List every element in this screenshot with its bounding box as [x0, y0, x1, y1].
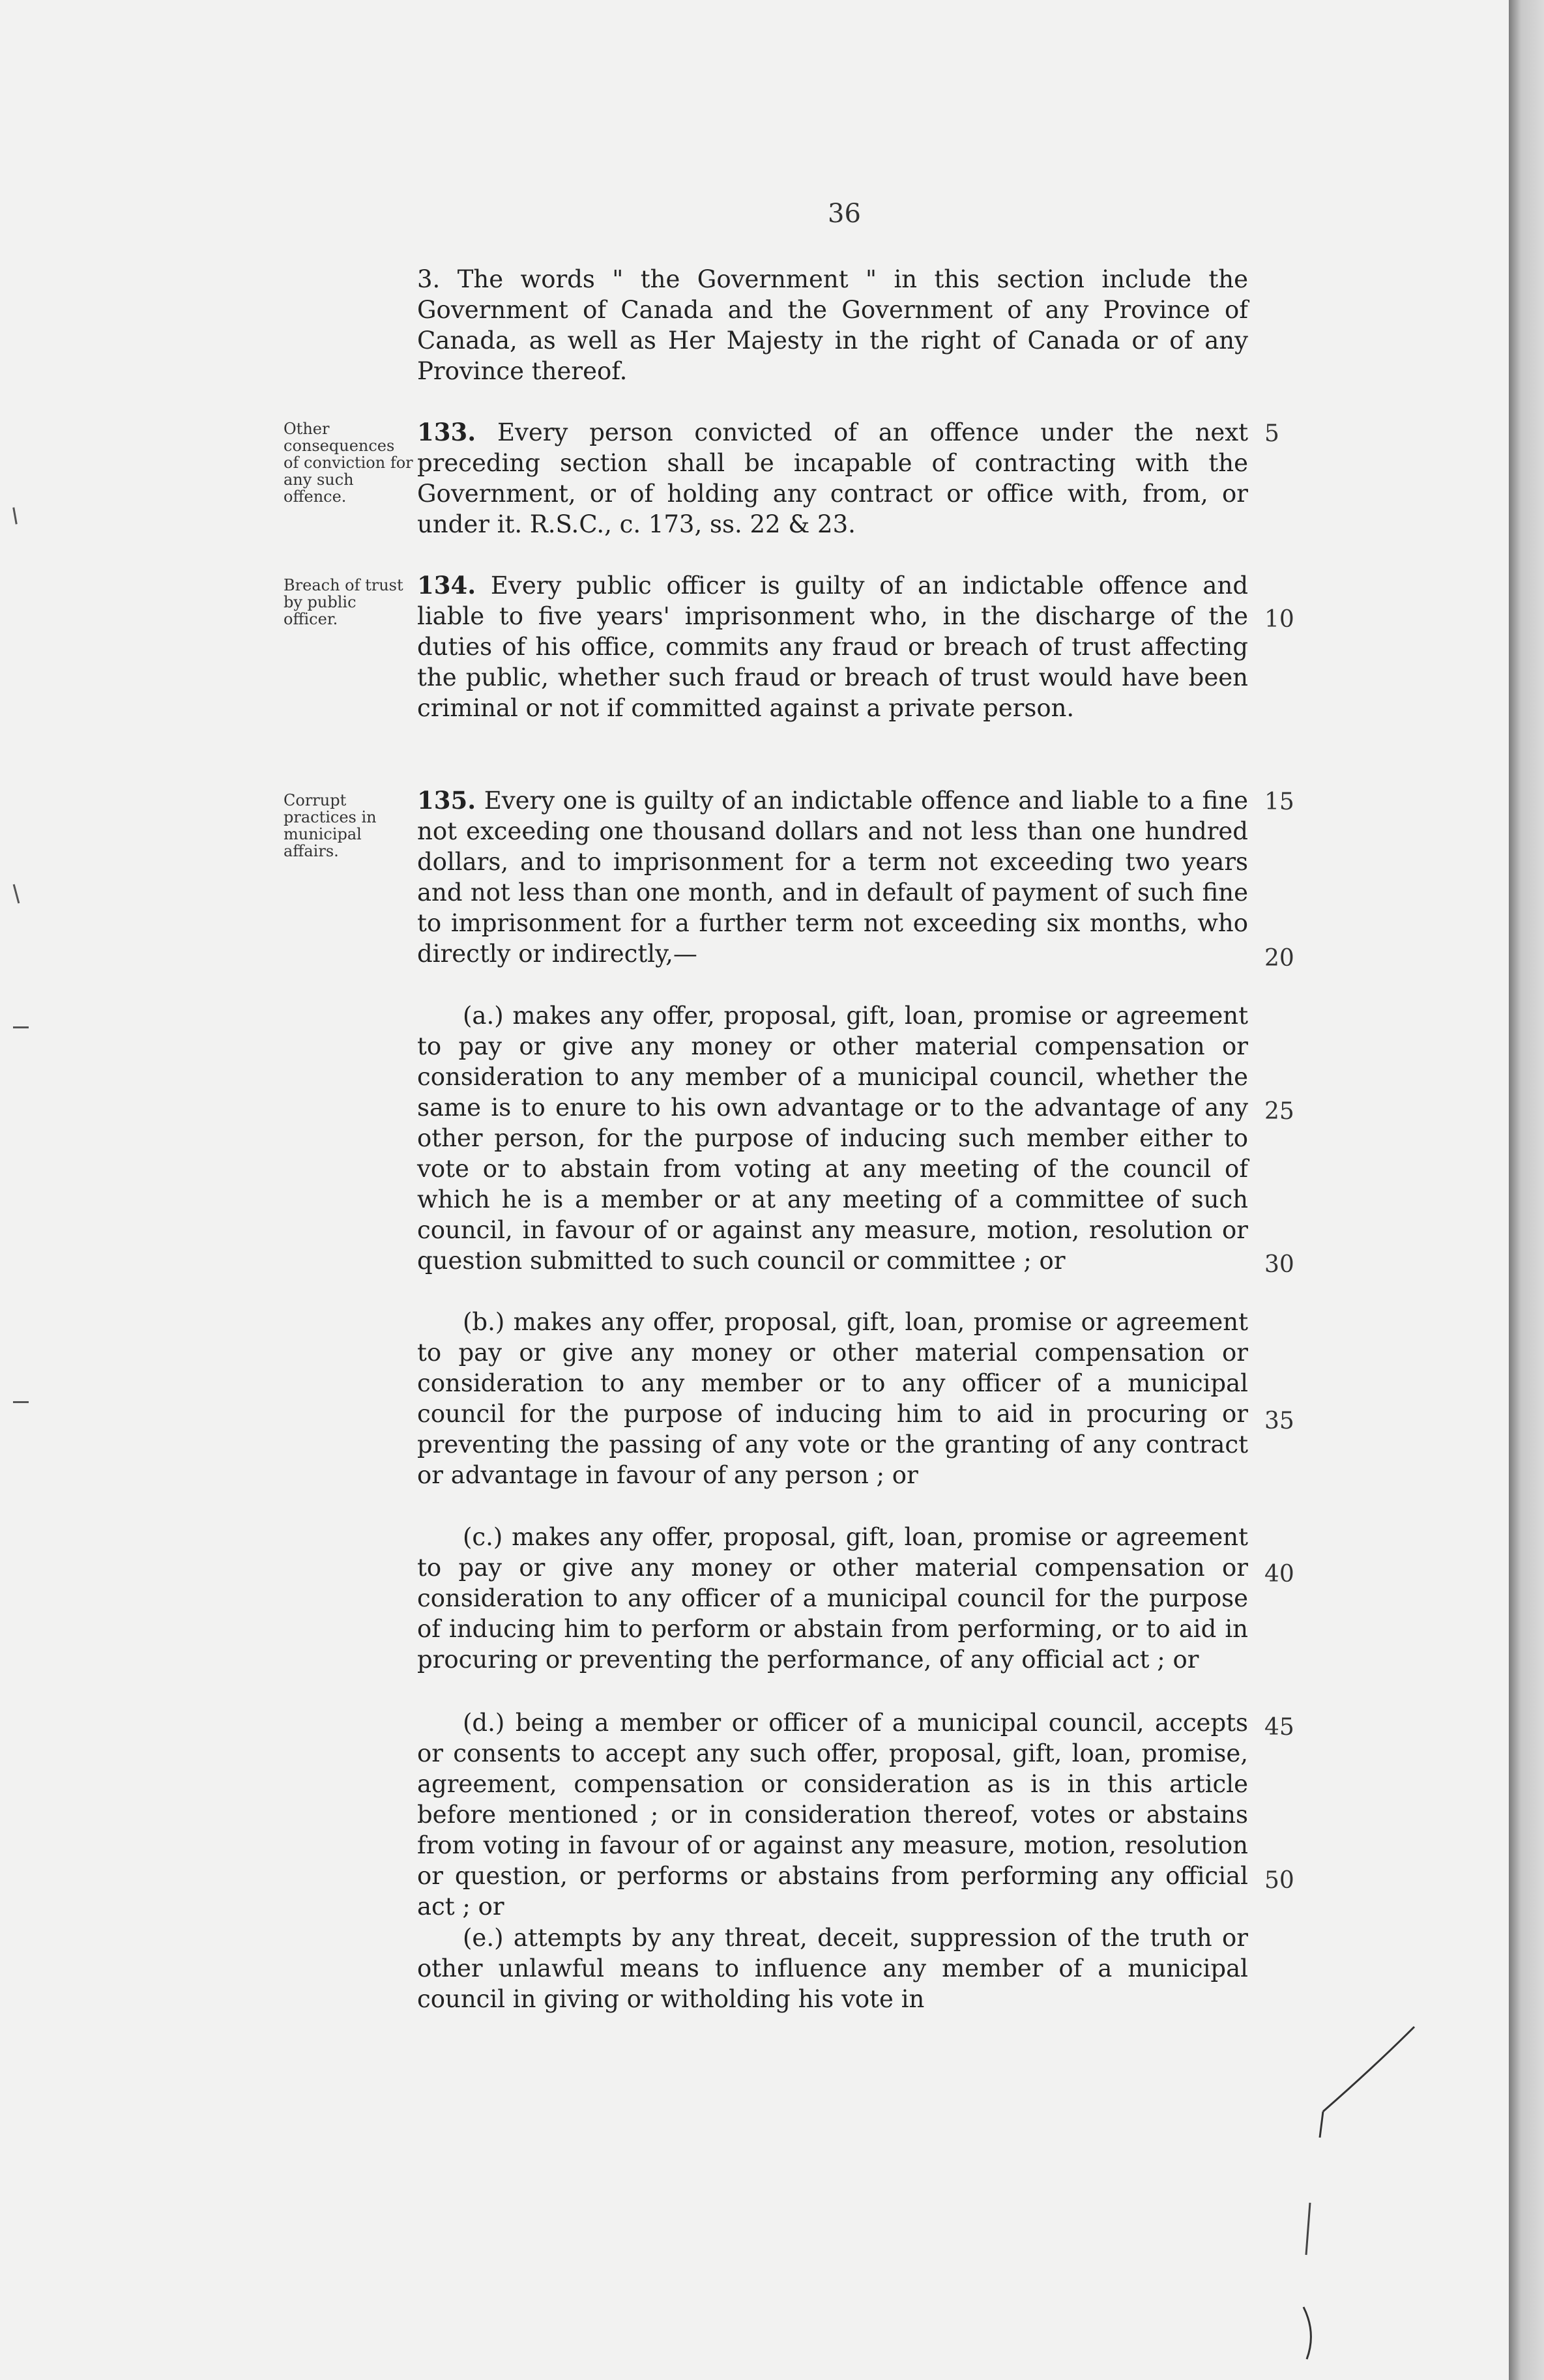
clause-paragraph: (e.) attempts by any threat, deceit, suppression of the truth or other unlawful means to influence any member of a municipal council in giving or witholding his vote in: [417, 1924, 1248, 2013]
section-paragraph: [417, 417, 1248, 540]
line-number: 30: [1264, 1251, 1294, 1278]
section-paragraph: [417, 785, 1248, 969]
binding-edge: [1509, 0, 1544, 2380]
marginal-note: Other consequences of conviction for any such offence.: [284, 420, 413, 506]
clause-paragraph: (d.) being a member or officer of a municipal council, accepts or consents to accept any such offer, proposal, gift, loan, promise, agreement, compensation or consideration as is in this article before mentioned ; or in consideration thereof, votes or abstains from voting in favour of or against any measure, motion, resolution or question, or performs or abstains from performing any official act ; or: [417, 1709, 1248, 1921]
line-number: 5: [1264, 420, 1279, 447]
section-paragraph: [417, 264, 1248, 386]
section-paragraph: [417, 570, 1248, 723]
line-number: 45: [1264, 1714, 1294, 1741]
scan-mark: [13, 1401, 29, 1403]
section-text: 3. The words " the Government " in this section include the Government of Canada and the Government of any Province of Canada, as well as Her Majesty in the right of Canada or of any Province thereof.: [417, 265, 1248, 385]
clause-paragraph: (a.) makes any offer, proposal, gift, loan, promise or agreement to pay or give any money or other material compensation or consideration to any member of a municipal council, whether the same is to enure to his own advantage or to the advantage of any other person, for the purpose of inducing such member either to vote or to abstain from voting at any meeting of the council of which he is a member or at any meeting of a committee of such council, in favour of or against any measure, motion, resolution or question submitted to such council or committee ; or: [417, 1002, 1248, 1275]
clause-paragraph: (b.) makes any offer, proposal, gift, loan, promise or agreement to pay or give any money or other material compensation or consideration to any member or to any officer of a municipal council for the purpose of inducing him to aid in procuring or preventing the passing of any vote or the granting of any contract or advantage in favour of any person ; or: [417, 1308, 1248, 1489]
marginal-note: Corrupt practices in municipal affairs.: [284, 791, 377, 860]
line-number: 10: [1264, 606, 1294, 633]
line-number: 40: [1264, 1561, 1294, 1588]
scan-mark: [12, 507, 17, 524]
line-number: 20: [1264, 945, 1294, 972]
line-number: 25: [1264, 1098, 1294, 1125]
section-number: 134.: [417, 571, 476, 600]
section-text: Every public officer is guilty of an indictable offence and liable to five years' imprisonment who, in the discharge of the duties of his office, commits any fraud or breach of trust affecting the public, whether such fraud or breach of trust would have been criminal or not if committed against a private person.: [417, 572, 1249, 722]
page-number: 36: [828, 199, 861, 229]
section-number: 133.: [417, 418, 476, 446]
pen-stroke-mark: [1297, 2007, 1427, 2372]
line-number: 35: [1264, 1408, 1294, 1434]
marginal-note: Breach of trust by public officer.: [284, 576, 403, 628]
section-text: Every person convicted of an offence under the next preceding section shall be incapable of contracting with the Government, or of holding any contract or office with, from, or under it. R.S.C., c. 173, ss. 22 & 23.: [417, 418, 1249, 538]
line-number: 15: [1264, 789, 1294, 815]
section-text: Every one is guilty of an indictable offence and liable to a fine not exceeding one thousand dollars and not less than one hundred dollars, and to imprisonment for a term not exceeding two years and not less than one month, and in default of payment of such fine to imprisonment for a further term not exceeding six months, who directly or indirectly,—: [417, 787, 1248, 968]
scan-mark: [13, 884, 20, 904]
clause-paragraph: (c.) makes any offer, proposal, gift, loan, promise or agreement to pay or give any money or other material compensation or consideration to any officer of a municipal council for the purpose of inducing him to perform or abstain from performing, or to aid in procuring or preventing the performance, of any official act ; or: [417, 1523, 1248, 1674]
scan-mark: [13, 1026, 29, 1028]
section-number: 135.: [417, 786, 476, 815]
line-number: 50: [1264, 1867, 1294, 1894]
